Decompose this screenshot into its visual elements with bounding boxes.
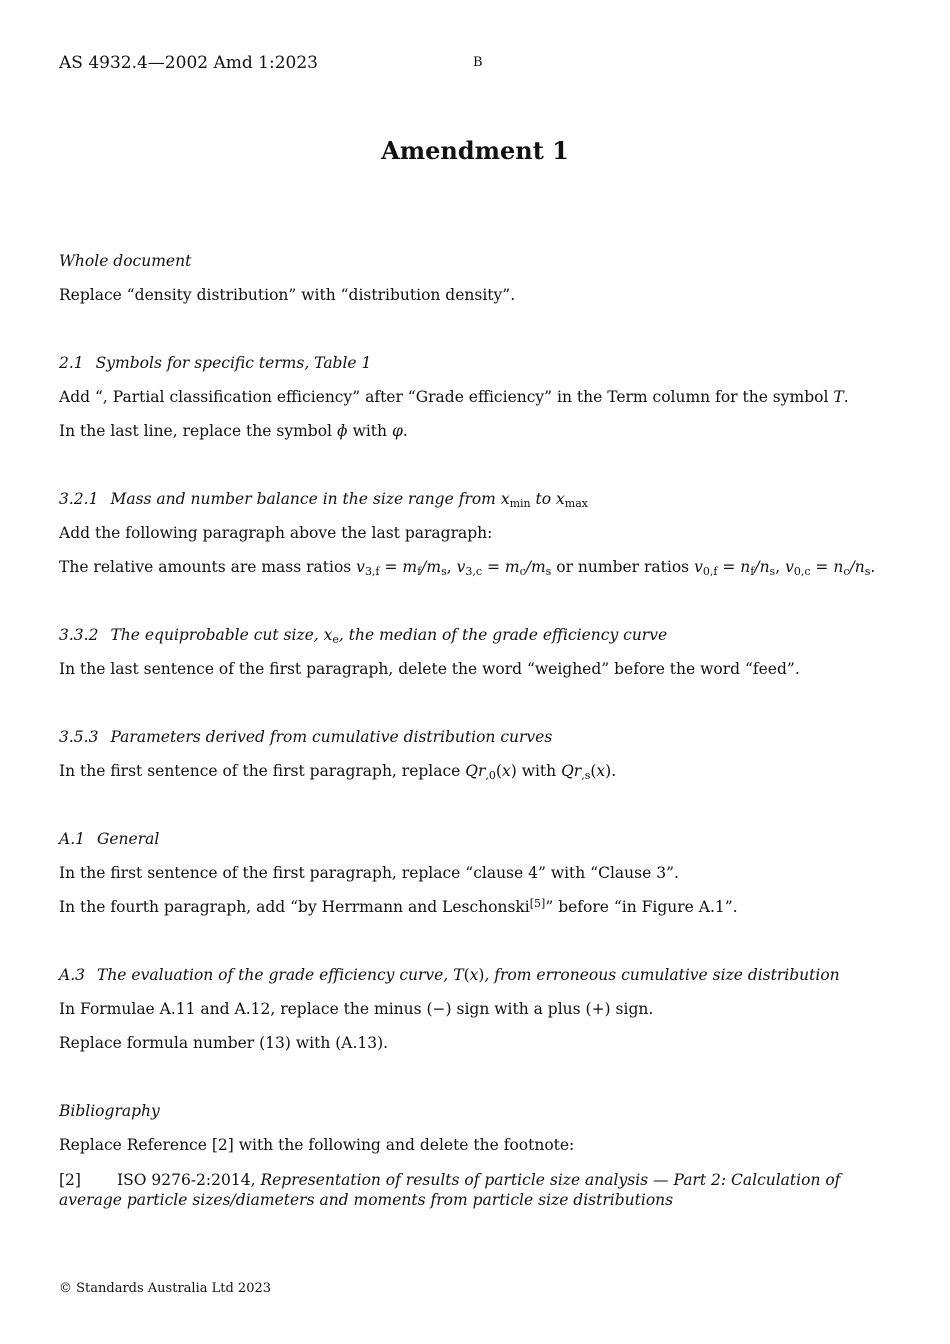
text: / xyxy=(754,558,760,576)
symbol-m: m xyxy=(426,558,442,576)
text: with xyxy=(516,762,562,780)
section-number: A.3 xyxy=(59,966,85,984)
section-title: The evaluation of the grade efficiency curve, xyxy=(96,966,454,984)
symbol-n: n xyxy=(740,558,751,576)
subscript: c xyxy=(519,565,526,578)
reference-title: Representation of results of particle size analysis — Part 2: Calculation of average particle sizes/diameters and moments from particle size distributions xyxy=(59,1171,841,1209)
page-title: Amendment 1 xyxy=(381,136,569,165)
section-heading-bibliography: Bibliography xyxy=(59,1102,160,1120)
instruction-3-2-1-b xyxy=(59,558,875,576)
text: ) xyxy=(478,966,485,984)
symbol-new-phi: φ xyxy=(391,422,403,440)
symbol-v: v xyxy=(694,558,703,576)
subscript: 3,f xyxy=(364,565,380,578)
section-title: , the median of the grade efficiency curve xyxy=(338,626,668,644)
text: / xyxy=(849,558,855,576)
text: . xyxy=(611,762,617,780)
section-title: The equiprobable cut size, xyxy=(110,626,324,644)
text: or number ratios xyxy=(551,558,695,576)
section-title: General xyxy=(96,830,160,848)
instruction-3-2-1-a: Add the following paragraph above the last paragraph: xyxy=(59,524,493,542)
instruction-3-5-3 xyxy=(59,762,616,780)
symbol-Qr: Qr xyxy=(561,762,582,780)
symbol-x: x xyxy=(323,626,333,644)
subscript: ,s xyxy=(581,769,591,782)
text: ” before “in Figure A.1”. xyxy=(545,898,738,916)
text: / xyxy=(525,558,531,576)
text: = xyxy=(379,558,403,576)
subscript: c xyxy=(843,565,850,578)
section-number: 3.5.3 xyxy=(59,728,99,746)
symbol-Qr: Qr xyxy=(465,762,486,780)
instruction-2-1-b xyxy=(59,422,408,440)
text: In the last line, replace the symbol xyxy=(59,422,337,440)
symbol-old-phi: ɸ xyxy=(336,422,348,440)
subscript: 3,c xyxy=(465,565,483,578)
section-number: 2.1 xyxy=(59,354,84,372)
text: , xyxy=(775,558,786,576)
section-title: Mass and number balance in the size range from xyxy=(110,490,501,508)
subscript: 0,c xyxy=(793,565,811,578)
text: , xyxy=(446,558,457,576)
text: In the first sentence of the first paragraph, replace xyxy=(59,762,466,780)
text: ( xyxy=(590,762,597,780)
text: with xyxy=(347,422,392,440)
subscript: s xyxy=(441,565,447,578)
symbol-m: m xyxy=(402,558,418,576)
instruction-a-1-b xyxy=(59,898,738,916)
symbol-T: T xyxy=(453,966,464,984)
section-title: , from erroneous cumulative size distribution xyxy=(484,966,840,984)
copyright-footer: © Standards Australia Ltd 2023 xyxy=(59,1281,272,1296)
symbol-v: v xyxy=(356,558,365,576)
symbol-x: x xyxy=(556,490,565,508)
subscript: s xyxy=(864,565,871,578)
text: The relative amounts are mass ratios xyxy=(59,558,357,576)
subscript: s xyxy=(545,565,552,578)
text: . xyxy=(402,422,408,440)
bibliography-reference-2 xyxy=(59,1170,889,1210)
text: Add “, Partial classification efficiency” after “Grade efficiency” in the Term column for the symbol xyxy=(59,388,834,406)
symbol-T: T xyxy=(833,388,844,406)
subscript: ,0 xyxy=(485,769,496,782)
section-heading-a-1 xyxy=(59,830,159,848)
section-number: 3.3.2 xyxy=(59,626,99,644)
text: ( xyxy=(495,762,502,780)
reference-designation: ISO 9276-2:2014, xyxy=(117,1171,261,1189)
section-heading-a-3 xyxy=(59,966,840,984)
text: In the fourth paragraph, add “by Herrmann and Leschonski xyxy=(59,898,530,916)
section-heading-3-2-1 xyxy=(59,490,588,508)
symbol-x: x xyxy=(469,966,479,984)
section-heading-3-5-3 xyxy=(59,728,552,746)
instruction-2-1-a xyxy=(59,388,849,406)
symbol-n: n xyxy=(759,558,770,576)
symbol-x: x xyxy=(500,490,510,508)
text: = xyxy=(810,558,834,576)
reference-number: [2] xyxy=(59,1171,81,1189)
symbol-m: m xyxy=(530,558,546,576)
symbol-v: v xyxy=(785,558,794,576)
subscript-min: min xyxy=(509,497,531,510)
subscript: f xyxy=(417,565,422,578)
subscript: f xyxy=(750,565,755,578)
symbol-n: n xyxy=(833,558,844,576)
text: = xyxy=(717,558,741,576)
instruction-a-1-a: In the first sentence of the first paragraph, replace “clause 4” with “Clause 3”. xyxy=(59,864,679,882)
section-heading-whole: Whole document xyxy=(59,252,192,270)
text: ) xyxy=(510,762,517,780)
instruction-3-3-2: In the last sentence of the first paragraph, delete the word “weighed” before the word “feed”. xyxy=(59,660,800,678)
citation-reference: [5] xyxy=(529,897,546,910)
symbol-x: x xyxy=(596,762,606,780)
standard-designation: AS 4932.4—2002 Amd 1:2023 xyxy=(59,53,318,73)
section-title: Parameters derived from cumulative distribution curves xyxy=(110,728,553,746)
subscript: 0,f xyxy=(702,565,718,578)
text: to xyxy=(530,490,557,508)
text: / xyxy=(421,558,427,576)
instruction-a-3-a: In Formulae A.11 and A.12, replace the minus (−) sign with a plus (+) sign. xyxy=(59,1000,654,1018)
symbol-v: v xyxy=(456,558,466,576)
section-heading-3-3-2 xyxy=(59,626,667,644)
text: ) xyxy=(605,762,612,780)
symbol-m: m xyxy=(504,558,520,576)
symbol-x: x xyxy=(501,762,511,780)
section-number: A.1 xyxy=(59,830,85,848)
whole-instruction: Replace “density distribution” with “distribution density”. xyxy=(59,286,516,304)
instruction-bibliography: Replace Reference [2] with the following and delete the footnote: xyxy=(59,1136,575,1154)
text: ( xyxy=(463,966,470,984)
text: = xyxy=(482,558,505,576)
section-heading-2-1 xyxy=(59,354,371,372)
symbol-n: n xyxy=(854,558,865,576)
subscript-e: e xyxy=(332,633,339,646)
section-title: Symbols for specific terms, Table 1 xyxy=(95,354,372,372)
subscript: s xyxy=(769,565,776,578)
text: . xyxy=(843,388,849,406)
subscript-max: max xyxy=(564,497,588,510)
section-number: 3.2.1 xyxy=(59,490,99,508)
instruction-a-3-b: Replace formula number (13) with (A.13). xyxy=(59,1034,389,1052)
text: . xyxy=(870,558,876,576)
page-number: B xyxy=(473,55,483,70)
